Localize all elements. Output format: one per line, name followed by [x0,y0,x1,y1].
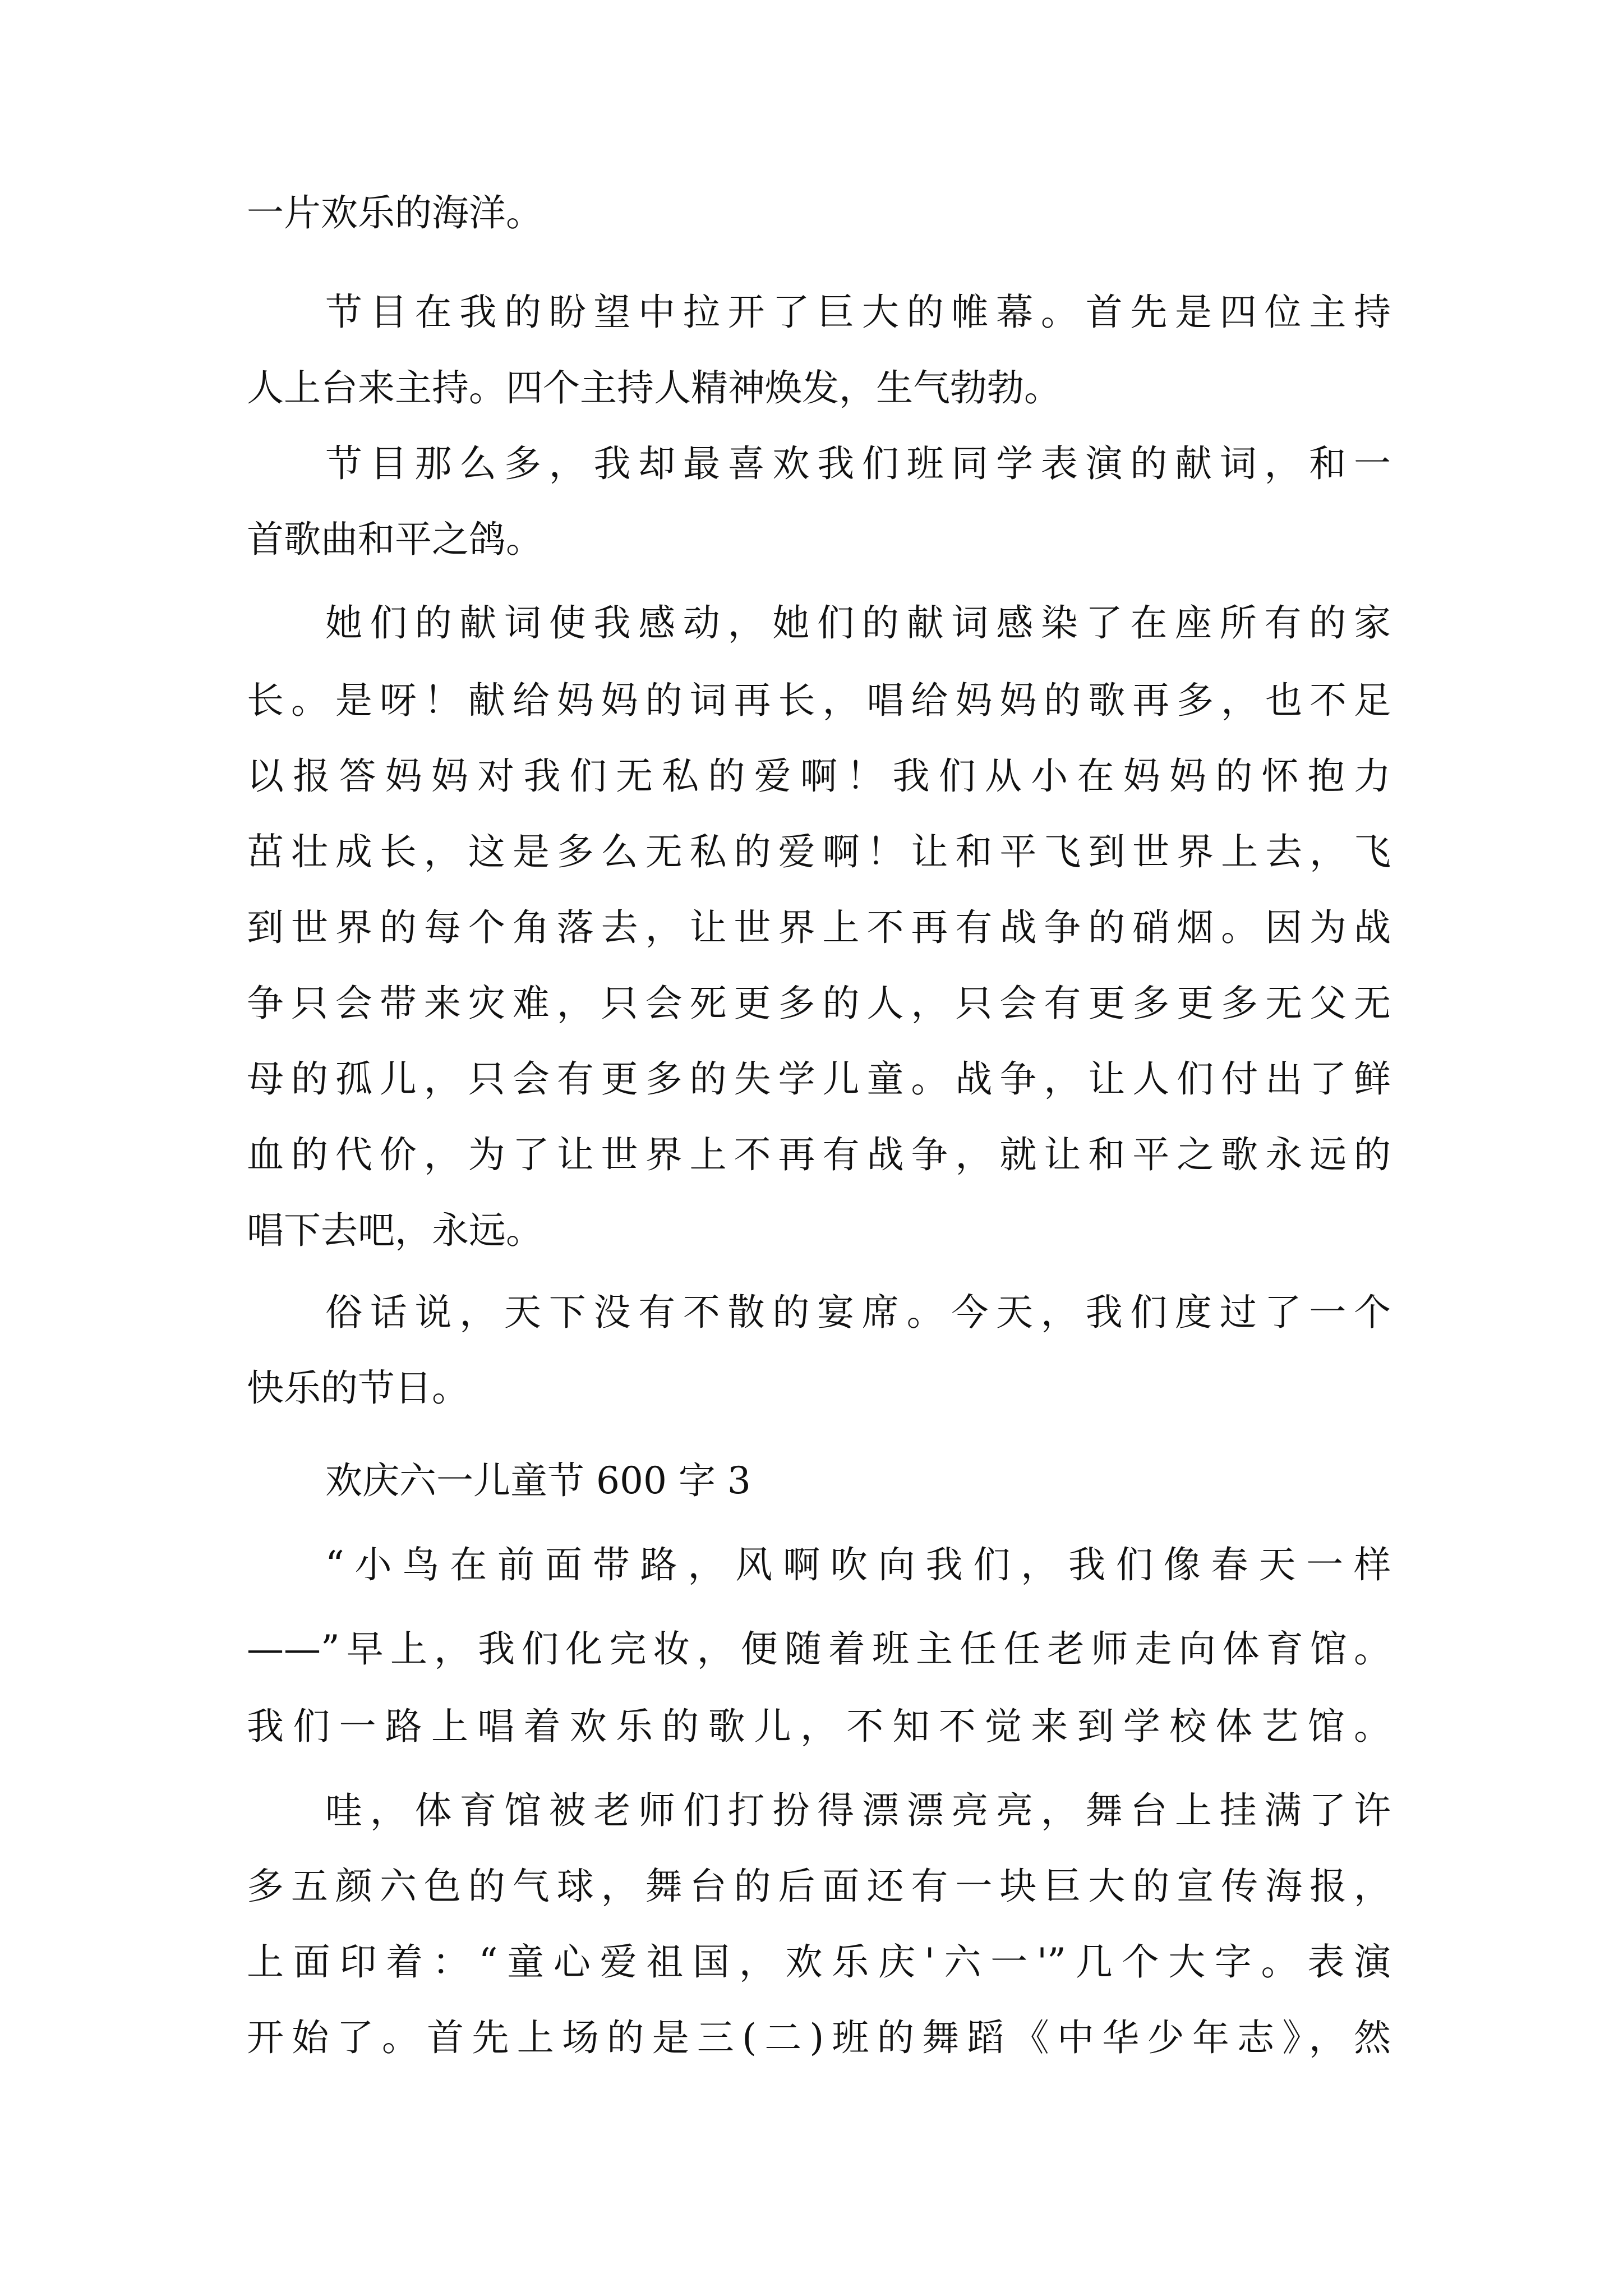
section-heading: 欢庆六一儿童节 600 字 3 [325,1459,751,1502]
text-line: 她们的献词使我感动，她们的献词感染了在座所有的家 [325,601,1391,645]
text-line: 血的代价，为了让世界上不再有战争，就让和平之歌永远的 [247,1133,1391,1176]
text-line: 我们一路上唱着欢乐的歌儿，不知不觉来到学校体艺馆。 [247,1705,1391,1748]
text-line: 争只会带来灾难，只会死更多的人，只会有更多更多无父无 [247,982,1391,1025]
text-line: 长。是呀！献给妈妈的词再长，唱给妈妈的歌再多，也不足 [247,679,1391,722]
text-line: 多五颜六色的气球，舞台的后面还有一块巨大的宣传海报， [247,1865,1391,1908]
text-line: 人上台来主持。四个主持人精神焕发，生气勃勃。 [247,366,1061,409]
text-line: ——”早上，我们化完妆，便随着班主任任老师走向体育馆。 [247,1627,1391,1671]
text-line: 茁壮成长，这是多么无私的爱啊！让和平飞到世界上去，飞 [247,830,1391,873]
text-line: 上面印着：“童心爱祖国，欢乐庆'六一'”几个大字。表演 [247,1940,1391,1984]
text-line: 到世界的每个角落去，让世界上不再有战争的硝烟。因为战 [247,906,1391,949]
text-line: 开始了。首先上场的是三(二)班的舞蹈《中华少年志》，然 [247,2016,1391,2059]
text-line: 唱下去吧，永远。 [247,1209,543,1252]
text-line: 母的孤儿，只会有更多的失学儿童。战争，让人们付出了鲜 [247,1057,1391,1101]
text-line: 节目那么多，我却最喜欢我们班同学表演的献词，和一 [325,442,1391,485]
text-line: 快乐的节日。 [247,1366,469,1410]
text-line: 俗话说，天下没有不散的宴席。今天，我们度过了一个 [325,1291,1391,1334]
text-line: 哇，体育馆被老师们打扮得漂漂亮亮，舞台上挂满了许 [325,1789,1391,1832]
text-line: 以报答妈妈对我们无私的爱啊！我们从小在妈妈的怀抱力 [247,754,1391,798]
text-line: 一片欢乐的海洋。 [247,191,543,234]
text-line: “小鸟在前面带路，风啊吹向我们，我们像春天一样 [325,1543,1391,1586]
text-line: 节目在我的盼望中拉开了巨大的帷幕。首先是四位主持 [325,291,1391,334]
text-line: 首歌曲和平之鸽。 [247,518,543,561]
